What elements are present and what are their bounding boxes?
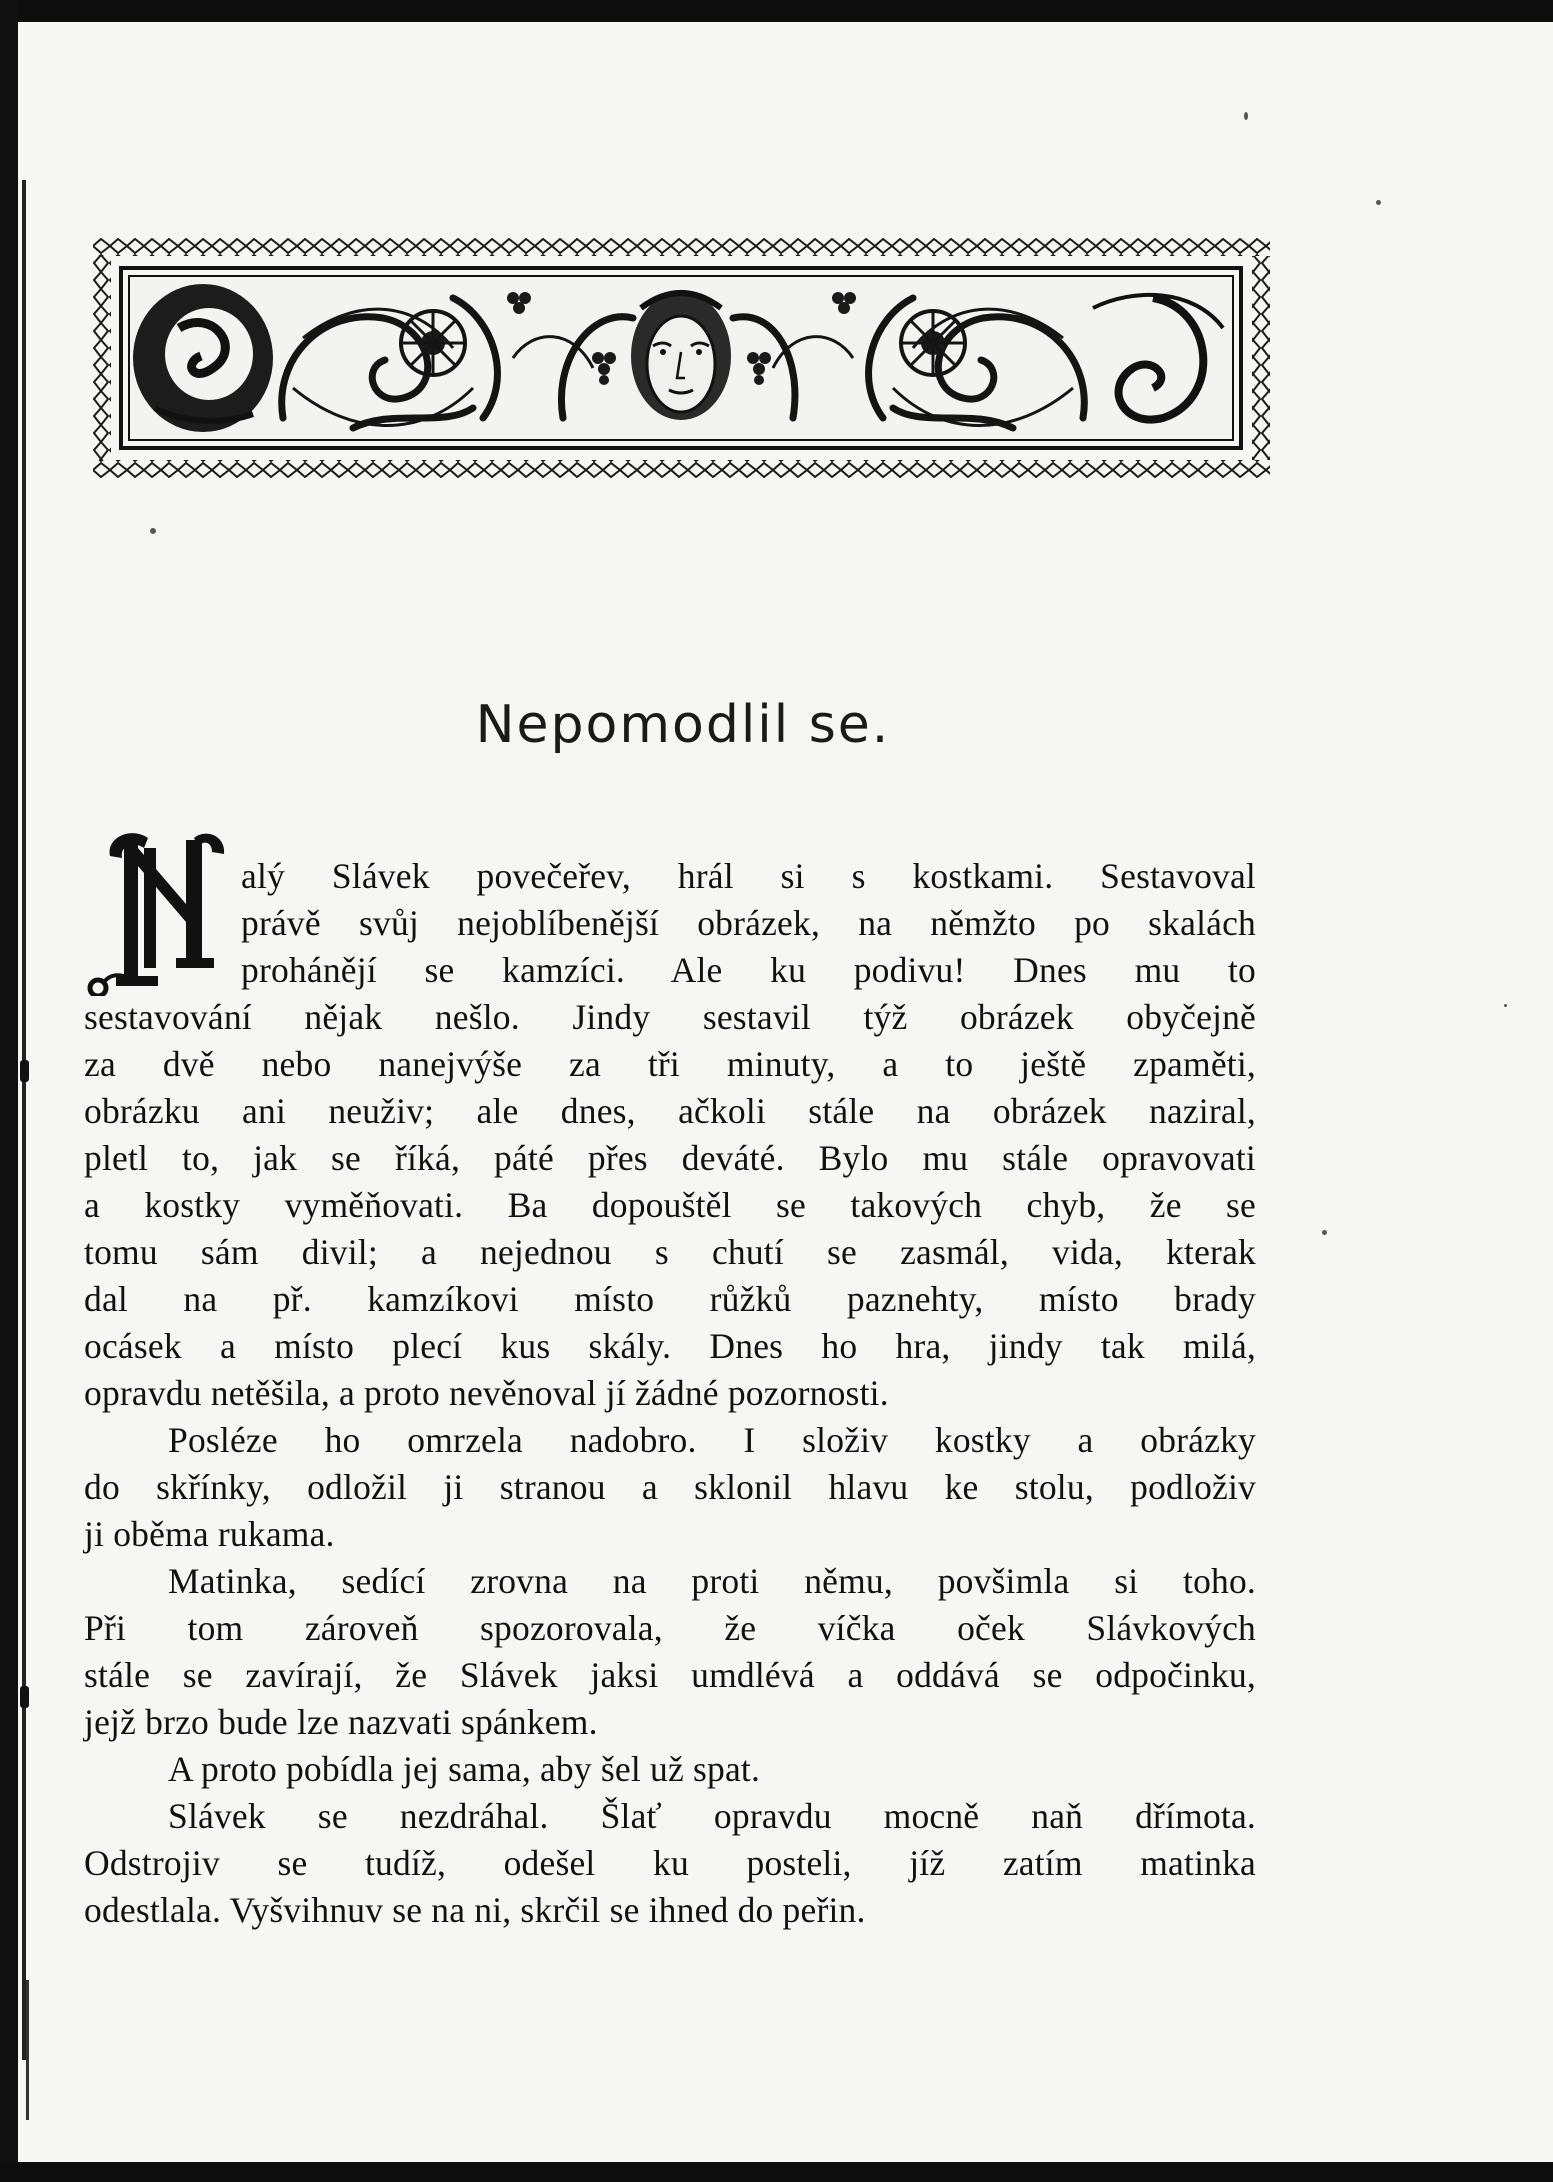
scan-edge-bottom [0, 2162, 1553, 2182]
text-line: za dvě nebo nanejvýše za tři minuty, a to ještě zpaměti, [84, 1044, 1256, 1084]
text-line: Při tom zároveň spozorovala, že víčka oček Slávkových [84, 1608, 1256, 1648]
paragraph-2 [84, 1417, 1256, 1558]
paragraph-4 [84, 1746, 1256, 1793]
binding-gutter-line [22, 180, 26, 2060]
binding-gutter-line-lower [26, 1980, 29, 2120]
text-line: A proto pobídla jej sama, aby šel už spat. [168, 1749, 761, 1789]
text-line: tomu sám divil; a nejednou s chutí se zasmál, vida, kterak [84, 1232, 1256, 1272]
text-line: jejž brzo bude lze nazvati spánkem. [84, 1702, 598, 1742]
scan-edge-top [0, 0, 1553, 22]
text-line: pletl to, jak se říká, páté přes deváté. Bylo mu stále opravovati [84, 1138, 1256, 1178]
text-line: Slávek se nezdráhal. Šlať opravdu mocně naň dřímota. [168, 1796, 1256, 1836]
text-line: a kostky vyměňovati. Ba dopouštěl se takových chyb, že se [84, 1185, 1256, 1225]
text-line: právě svůj nejoblíbenější obrázek, na němžto po skalách [241, 903, 1256, 943]
text-line: odestlala. Vyšvihnuv se na ni, skrčil se ihned do peřin. [84, 1890, 866, 1930]
text-line: dal na př. kamzíkovi místo růžků paznehty, místo brady [84, 1279, 1256, 1319]
text-line: stále se zavírají, že Slávek jaksi umdlévá a oddává se odpočinku, [84, 1655, 1256, 1695]
paragraph-3 [84, 1558, 1256, 1746]
decorative-header-ornament [93, 238, 1270, 486]
scan-edge-left [0, 0, 18, 2182]
text-line: ji oběma rukama. [84, 1514, 335, 1554]
paragraph-1 [84, 853, 1256, 1417]
text-line: prohánějí se kamzíci. Ale ku podivu! Dnes mu to [241, 950, 1256, 990]
text-line: sestavování nějak nešlo. Jindy sestavil týž obrázek obyčejně [84, 997, 1256, 1037]
chapter-body [84, 853, 1256, 1934]
text-line: alý Slávek povečeřev, hrál si s kostkami. Sestavoval [241, 856, 1256, 896]
text-line: Odstrojiv se tudíž, odešel ku posteli, jíž zatím matinka [84, 1843, 1256, 1883]
ornament-face-mask [631, 292, 731, 420]
ornament-rosette-right [901, 311, 965, 375]
text-line: obrázku ani neuživ; ale dnes, ačkoli stále na obrázek naziral, [84, 1091, 1256, 1131]
text-line: do skřínky, odložil ji stranou a sklonil hlavu ke stolu, podloživ [84, 1467, 1256, 1507]
text-line: Posléze ho omrzela nadobro. I složiv kostky a obrázky [168, 1420, 1256, 1460]
paragraph-5 [84, 1793, 1256, 1934]
chapter-title: Nepomodlil se. [475, 695, 891, 755]
ornament-left-cartouche [133, 284, 273, 432]
text-line: ocásek a místo plecí kus skály. Dnes ho hra, jindy tak milá, [84, 1326, 1256, 1366]
ornament-rosette-left [401, 311, 465, 375]
text-line: Matinka, sedící zrovna na proti němu, povšimla si toho. [168, 1561, 1256, 1601]
text-line: opravdu netěšila, a proto nevěnoval jí žádné pozornosti. [84, 1373, 889, 1413]
